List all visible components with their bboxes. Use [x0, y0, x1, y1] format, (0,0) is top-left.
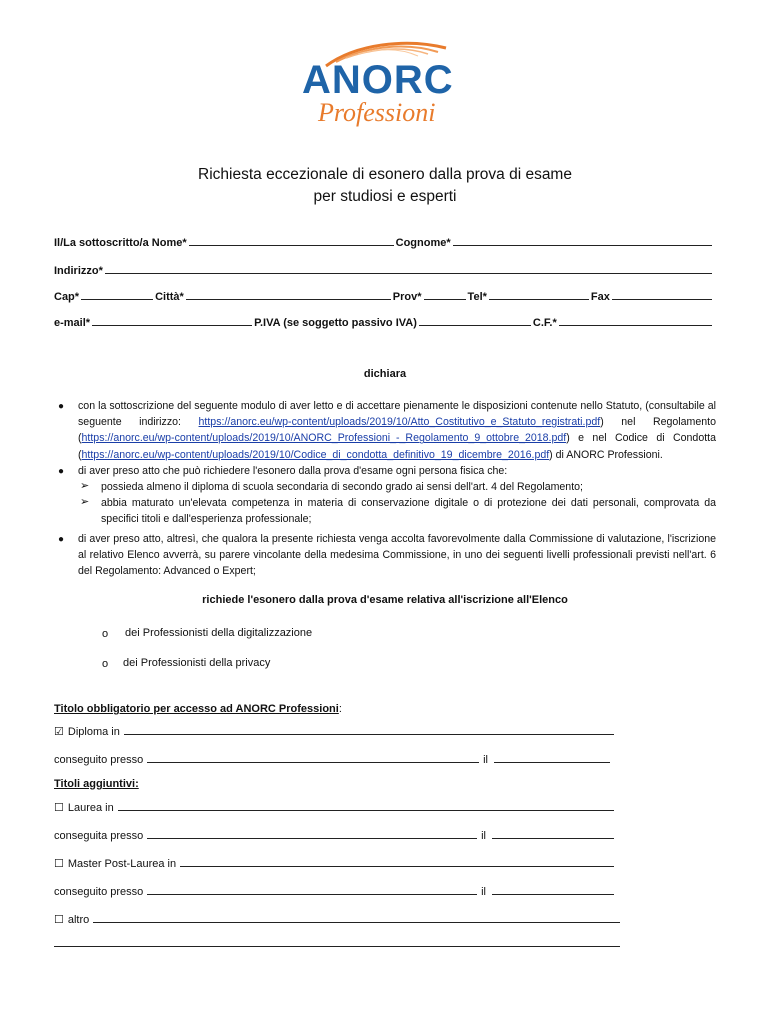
option-circle-icon[interactable]: o	[102, 628, 109, 640]
bullet1-a: con la sottoscrizione del seguente modulo di aver letto e di accettare pienamente le disposizioni contenute nello Statuto, (consultabile al seguente indirizzo:	[78, 400, 716, 429]
nome-field[interactable]	[189, 235, 394, 246]
row-email-piva-cf	[54, 315, 714, 329]
cf-label: C.F.*	[532, 317, 557, 329]
il-label: il	[481, 830, 486, 842]
bullet2-sub1: possieda almeno il diploma di scuola secondaria di secondo grado ai sensi dell'art. 4 del Regolamento;	[101, 481, 583, 493]
email-label: e-mail*	[54, 317, 91, 329]
laurea-field[interactable]	[118, 800, 614, 811]
diploma-field[interactable]	[124, 724, 614, 735]
row-diploma	[54, 724, 614, 738]
cap-label: Cap*	[54, 291, 80, 303]
conseguito-label: conseguito presso	[54, 886, 144, 898]
anorc-logo	[296, 36, 476, 146]
codice-link[interactable]: https://anorc.eu/wp-content/uploads/2019/10/Codice_di_condotta_definitivo_19_dicembre_2016.pdf	[81, 448, 550, 461]
cognome-label: Cognome*	[395, 237, 451, 249]
bullet-icon: ●	[58, 401, 65, 412]
titoli-aggiuntivi-heading: Titoli aggiuntivi:	[54, 778, 139, 790]
altro-label: altro	[67, 914, 90, 926]
indirizzo-label: Indirizzo*	[54, 265, 103, 277]
altro-field[interactable]	[93, 912, 620, 923]
data-field[interactable]	[492, 884, 614, 895]
titolo-obbligatorio-row: Titolo obbligatorio per accesso ad ANORC Professioni:	[54, 703, 342, 715]
row-master	[54, 856, 614, 870]
email-field[interactable]	[92, 315, 252, 326]
dichiara-heading: dichiara	[363, 368, 407, 380]
row-nome-cognome	[54, 235, 714, 249]
cap-field[interactable]	[81, 289, 153, 300]
regolamento-link[interactable]: https://anorc.eu/wp-content/uploads/2019/10/ANORC_Professioni_-_Regolamento_9_ottobre_2018.pdf	[81, 432, 567, 445]
bullet1-text	[78, 398, 716, 463]
conseguita-label: conseguita presso	[54, 830, 144, 842]
diploma-label: Diploma in	[67, 726, 120, 738]
row-cap-citta	[54, 289, 714, 303]
il-label: il	[483, 754, 488, 766]
data-field[interactable]	[492, 828, 614, 839]
bullet1-c: ) e nel Codice di Condotta (	[78, 432, 716, 461]
piva-label: P.IVA (se soggetto passivo IVA)	[254, 317, 417, 329]
bullet1-b: ) nel Regolamento (	[78, 416, 716, 445]
arrow-icon: ➢	[80, 480, 90, 492]
fax-label: Fax	[590, 291, 610, 303]
row-diploma-conseguito	[54, 752, 610, 766]
cf-field[interactable]	[559, 315, 712, 326]
bullet3-text: di aver preso atto, altresì, che qualora la presente richiesta venga accolta favorevolmente dalla Commissione di valutazione, l'iscrizione al relativo Elenco avverrà, su parere vincolante della medesima Commissione, in uno dei seguenti livelli professionali previsti nell'art. 6 del Regolamento: Advanced o Expert;	[78, 533, 716, 578]
row-master-conseguito	[54, 884, 614, 898]
fax-field[interactable]	[612, 289, 712, 300]
citta-label: Città*	[155, 291, 184, 303]
bullet1-d: ) di ANORC Professioni.	[549, 448, 663, 461]
checkbox-empty-icon[interactable]: ☐	[54, 858, 64, 870]
tel-label: Tel*	[467, 291, 487, 303]
bullet-icon: ●	[58, 466, 65, 477]
row-laurea-conseguita	[54, 828, 614, 842]
cognome-field[interactable]	[453, 235, 712, 246]
indirizzo-field[interactable]	[105, 263, 712, 274]
master-field[interactable]	[180, 856, 614, 867]
conseguito-field[interactable]	[147, 752, 479, 763]
row-indirizzo	[54, 263, 714, 277]
altro-extra-field[interactable]	[54, 946, 620, 947]
option-circle-icon[interactable]: o	[102, 658, 109, 670]
laurea-label: Laurea in	[67, 802, 114, 814]
row-laurea	[54, 800, 614, 814]
prov-field[interactable]	[424, 289, 466, 300]
arrow-icon: ➢	[80, 496, 90, 508]
tel-field[interactable]	[489, 289, 589, 300]
logo-sub-text: Professioni	[318, 98, 436, 127]
titolo-obbligatorio-heading: Titolo obbligatorio per accesso ad ANORC Professioni	[54, 703, 339, 715]
nome-label: Il/La sottoscritto/a Nome*	[54, 237, 187, 249]
bullet-icon: ●	[58, 534, 65, 545]
citta-field[interactable]	[186, 289, 391, 300]
checkbox-checked-icon[interactable]: ☑	[54, 726, 64, 738]
conseguita-field[interactable]	[147, 828, 477, 839]
bullet2-sub2: abbia maturato un'elevata competenza in materia di conservazione digitale o di protezione dei dati personali, comprovata da specifici titoli e dall'esperienza professionale;	[101, 497, 716, 526]
prov-label: Prov*	[392, 291, 422, 303]
il-label: il	[481, 886, 486, 898]
option-digitalizzazione: dei Professionisti della digitalizzazione	[125, 627, 313, 639]
conseguito-field[interactable]	[147, 884, 477, 895]
option-privacy: dei Professionisti della privacy	[123, 657, 271, 669]
page-title-line1: Richiesta eccezionale di esonero dalla prova di esame	[198, 166, 572, 183]
row-altro	[54, 912, 620, 926]
piva-field[interactable]	[419, 315, 531, 326]
master-label: Master Post-Laurea in	[67, 858, 177, 870]
page-title-line2: per studiosi e esperti	[313, 188, 457, 205]
data-field[interactable]	[494, 752, 610, 763]
bullet2-text: di aver preso atto che può richiedere l'esonero dalla prova d'esame ogni persona fisica che:	[78, 465, 508, 477]
statuto-link[interactable]: https://anorc.eu/wp-content/uploads/2019/10/Atto_Costitutivo_e_Statuto_registrati.pdf	[198, 416, 601, 429]
checkbox-empty-icon[interactable]: ☐	[54, 914, 64, 926]
checkbox-empty-icon[interactable]: ☐	[54, 802, 64, 814]
conseguito-label: conseguito presso	[54, 754, 144, 766]
logo-brand-text: ANORC	[302, 58, 454, 102]
richiede-heading: richiede l'esonero dalla prova d'esame relativa all'iscrizione all'Elenco	[202, 594, 568, 606]
